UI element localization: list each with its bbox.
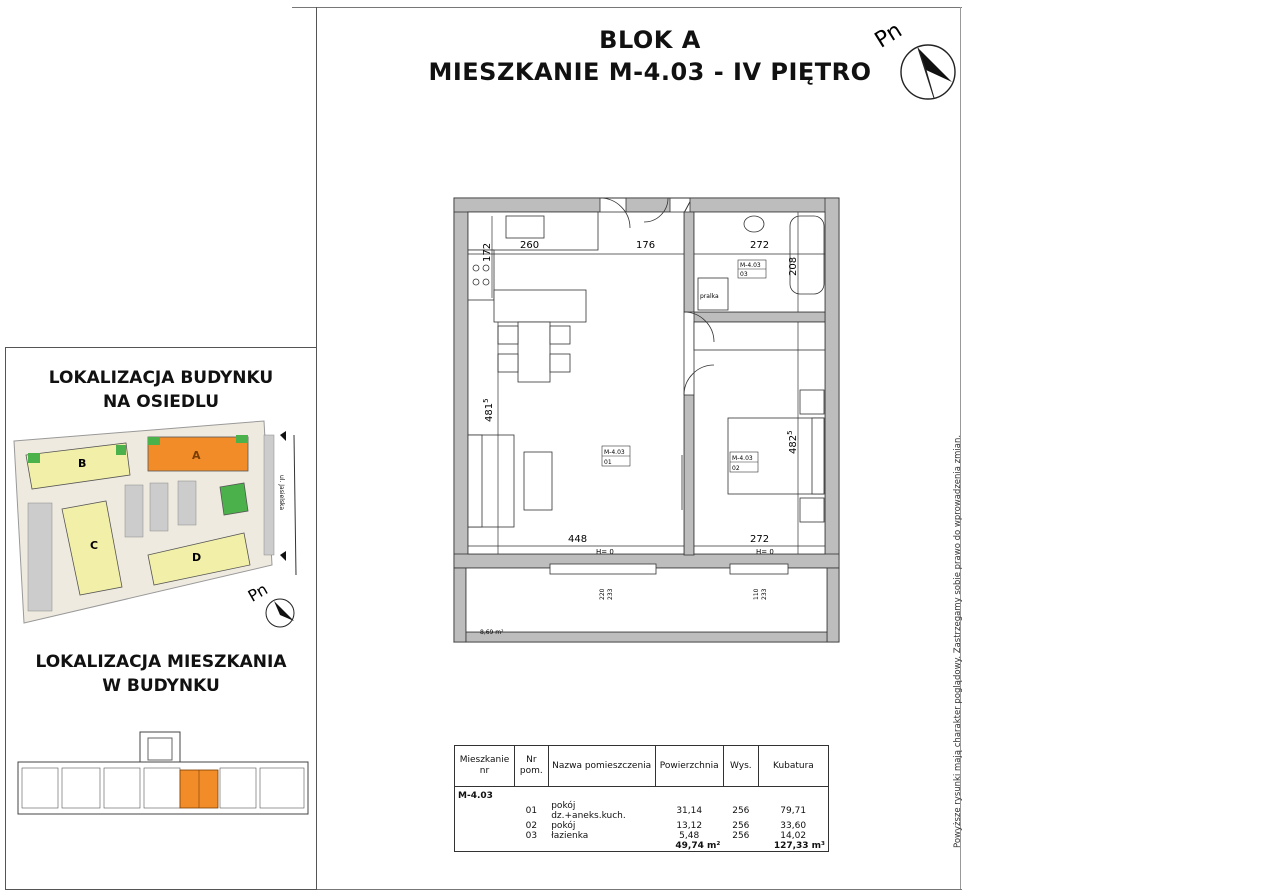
total-area: 49,74 m²: [655, 841, 723, 852]
building-c: C: [90, 539, 99, 552]
estate-heading-2: NA OSIEDLU: [102, 392, 220, 412]
building-floor-strip: [14, 728, 314, 823]
north-compass: [870, 10, 960, 100]
table-row: 02 pokój 13,12 256 33,60: [455, 821, 829, 831]
room-01-code: M-4.03: [604, 449, 625, 456]
apartment-heading-2: W BUDYNKU: [102, 676, 220, 696]
svg-text:110: 110: [753, 588, 760, 600]
dim-448: 448: [568, 534, 588, 545]
apartment-id: M-4.03: [455, 787, 829, 802]
height-marker-b: H= 0: [756, 548, 774, 556]
dim-260: 260: [520, 240, 540, 251]
svg-text:220: 220: [599, 588, 606, 600]
room-01-nr: 01: [604, 459, 612, 466]
room-02-code: M-4.03: [732, 455, 753, 462]
dim-172: 172: [482, 242, 493, 262]
room-03-nr: 03: [740, 271, 748, 278]
dim-208: 208: [788, 256, 799, 276]
room-table: Mieszkanie nr Nr pom. Nazwa pomieszczenia Powierzchnia Wys. Kubatura M-4.03 01 pokój dz.+aneks.kuch. 31,14 256 79,71 02 pokój 13,12 256 33,60 03 łazienka 5,48 256 14,02 49,74 m² 127,33 m³: [454, 745, 829, 852]
svg-text:4825: $482^5$: [786, 430, 799, 454]
north-label: Pn: [870, 18, 907, 54]
table-row: 01 pokój dz.+aneks.kuch. 31,14 256 79,71: [455, 801, 829, 821]
room-02-nr: 02: [732, 465, 740, 472]
building-d: D: [192, 551, 202, 564]
svg-text:233: 233: [607, 588, 614, 600]
street-label: ul. Jasielska: [278, 475, 285, 511]
disclaimer: Powyższe rysunki mają charakter poglądowy. Zastrzegamy sobie prawo do wprowadzenia zmian.: [953, 434, 963, 848]
site-north-label: Pn: [244, 579, 271, 606]
apartment-heading-1: LOKALIZACJA MIESZKANIA: [35, 652, 287, 672]
table-row: 03 łazienka 5,48 256 14,02: [455, 831, 829, 841]
dim-482: 482: [788, 434, 799, 454]
dim-176: 176: [636, 240, 656, 251]
building-b: B: [78, 457, 87, 470]
apartment-title: MIESZKANIE M-4.03 - IV PIĘTRO: [428, 58, 872, 86]
building-a: A: [192, 449, 201, 462]
svg-text:4815: $481^5$: [482, 398, 495, 422]
dim-481: 481: [484, 402, 495, 422]
block-title: BLOK A: [599, 26, 701, 54]
site-map: [10, 415, 310, 635]
estate-heading-1: LOKALIZACJA BUDYNKU: [48, 368, 274, 388]
laundry-label: pralka: [700, 293, 719, 300]
height-marker-a: H= 0: [596, 548, 614, 556]
dim-272-top: 272: [750, 240, 770, 251]
floor-plan: [440, 190, 850, 650]
room-03-code: M-4.03: [740, 262, 761, 269]
svg-text:233: 233: [761, 588, 768, 600]
total-volume: 127,33 m³: [758, 841, 828, 852]
dim-272-bottom: 272: [750, 534, 770, 545]
balcony-area: 8,69 m²: [480, 629, 504, 636]
